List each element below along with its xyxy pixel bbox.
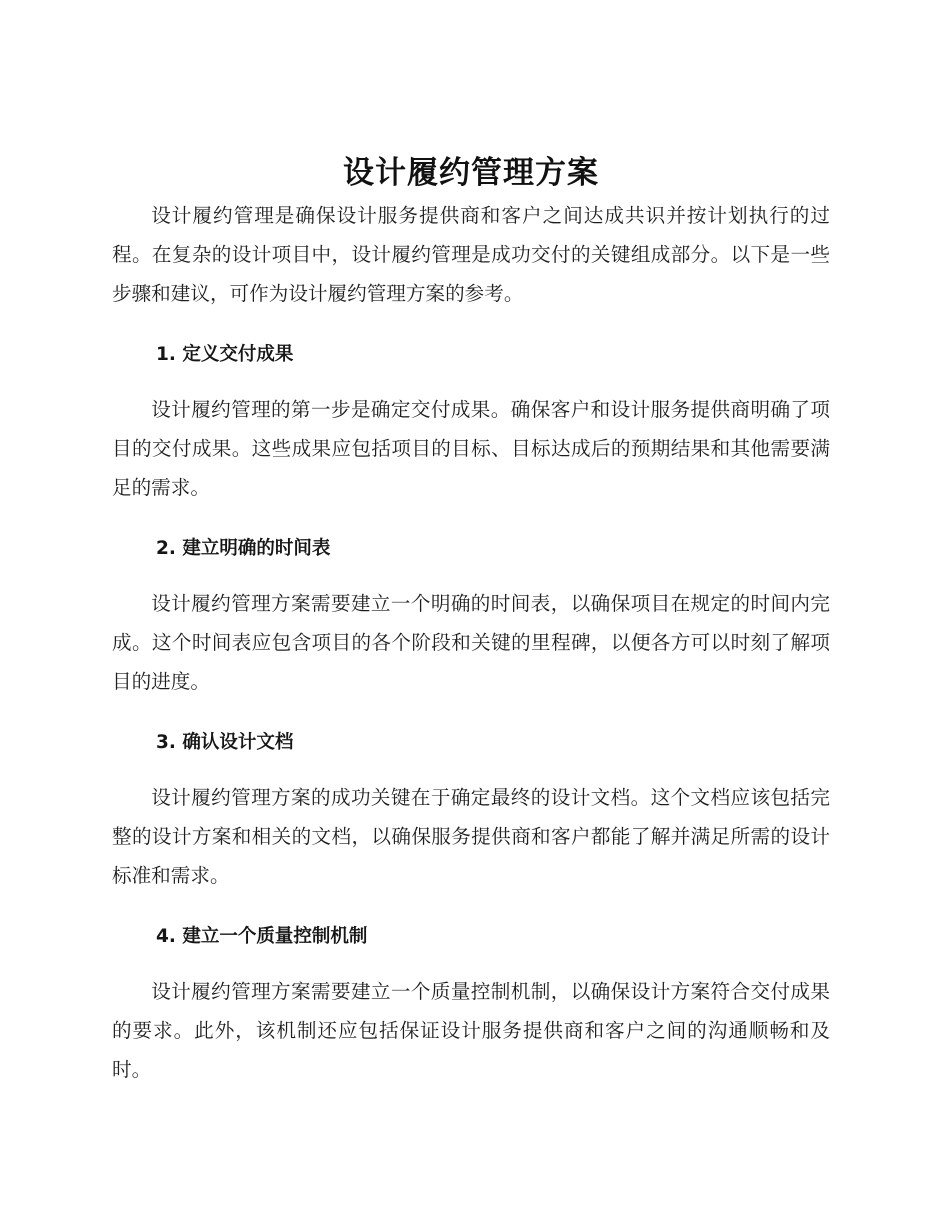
section-heading: 4. 建立一个质量控制机制 bbox=[156, 926, 368, 947]
section-body: 设计履约管理方案需要建立一个质量控制机制，以确保设计方案符合交付成果的要求。此外，该机制还应包括保证设计服务提供商和客户之间的沟通顺畅和及时。 bbox=[112, 980, 830, 1081]
section-heading: 2. 建立明确的时间表 bbox=[156, 538, 331, 559]
section-heading: 3. 确认设计文档 bbox=[156, 732, 294, 753]
section-timeline bbox=[112, 529, 830, 701]
document-title: 设计履约管理方案 bbox=[343, 155, 599, 191]
section-body: 设计履约管理方案需要建立一个明确的时间表，以确保项目在规定的时间内完成。这个时间表应包含项目的各个阶段和关键的里程碑，以便各方可以时刻了解项目的进度。 bbox=[112, 592, 830, 693]
section-design-documents bbox=[112, 723, 830, 895]
section-heading: 1. 定义交付成果 bbox=[156, 344, 294, 365]
document-page bbox=[112, 150, 830, 1089]
section-body: 设计履约管理方案的成功关键在于确定最终的设计文档。这个文档应该包括完整的设计方案和相关的文档，以确保服务提供商和客户都能了解并满足所需的设计标准和需求。 bbox=[112, 786, 830, 887]
section-body: 设计履约管理的第一步是确定交付成果。确保客户和设计服务提供商明确了项目的交付成果。这些成果应包括项目的目标、目标达成后的预期结果和其他需要满足的需求。 bbox=[112, 398, 830, 499]
intro-paragraph: 设计履约管理是确保设计服务提供商和客户之间达成共识并按计划执行的过程。在复杂的设计项目中，设计履约管理是成功交付的关键组成部分。以下是一些步骤和建议，可作为设计履约管理方案的参考。 bbox=[112, 204, 830, 305]
section-define-deliverables bbox=[112, 335, 830, 507]
section-quality-control bbox=[112, 917, 830, 1089]
